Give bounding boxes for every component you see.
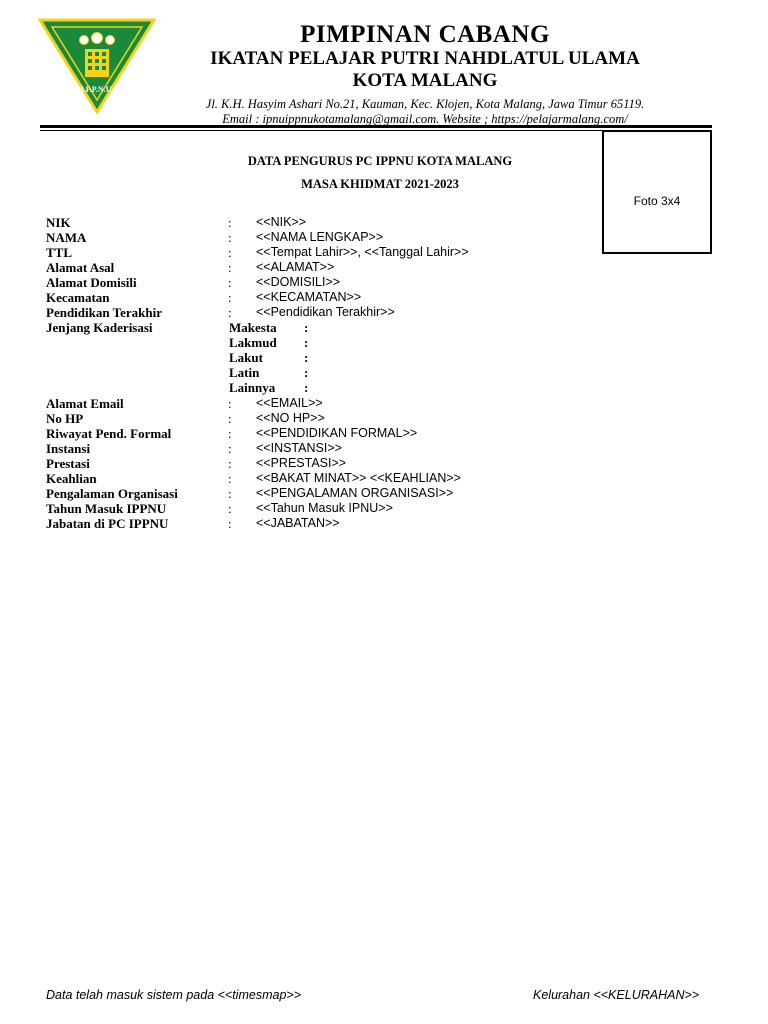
kaderisasi-level-label: Lainnya <box>229 380 276 395</box>
field-label: TTL <box>46 245 73 260</box>
field-label: Prestasi <box>46 456 90 471</box>
kaderisasi-level <box>229 335 309 350</box>
field-colon: : <box>228 471 232 486</box>
field-colon: : <box>228 245 232 260</box>
document-title: DATA PENGURUS PC IPPNU KOTA MALANG <box>247 154 513 168</box>
field-value: <<Tempat Lahir>>, <<Tanggal Lahir>> <box>256 245 469 259</box>
field-label: Instansi <box>46 441 91 456</box>
kaderisasi-level <box>229 365 309 380</box>
field-colon: : <box>228 441 232 456</box>
ippnu-logo <box>38 18 156 114</box>
field-colon: : <box>304 350 309 365</box>
field-label: Alamat Asal <box>46 260 115 275</box>
field-colon: : <box>304 365 309 380</box>
field-colon: : <box>228 516 232 531</box>
field-colon: : <box>304 320 309 335</box>
org-name: IKATAN PELAJAR PUTRI NAHDLATUL ULAMA <box>210 48 640 69</box>
field-value: <<PENGALAMAN ORGANISASI>> <box>256 486 454 500</box>
field-colon: : <box>228 230 232 245</box>
field-value: <<BAKAT MINAT>> <<KEAHLIAN>> <box>256 471 461 485</box>
kaderisasi-level <box>229 320 309 335</box>
kaderisasi-level-label: Lakmud <box>229 335 277 350</box>
field-value: <<ALAMAT>> <box>256 260 335 274</box>
field-value: <<INSTANSI>> <box>256 441 342 455</box>
field-value: <<Pendidikan Terakhir>> <box>256 305 395 319</box>
header-rule-thick <box>40 125 712 128</box>
field-colon: : <box>228 426 232 441</box>
letterhead <box>160 22 690 127</box>
field-value: <<JABATAN>> <box>256 516 340 530</box>
svg-text:I.P.P.N.U.: I.P.P.N.U. <box>80 85 114 94</box>
field-label: Riwayat Pend. Formal <box>46 426 172 441</box>
field-colon: : <box>228 486 232 501</box>
field-colon: : <box>228 215 232 230</box>
field-value: <<NAMA LENGKAP>> <box>256 230 384 244</box>
kaderisasi-level-label: Makesta <box>229 320 277 335</box>
footer-kelurahan: Kelurahan <<KELURAHAN>> <box>533 988 700 1002</box>
field-value: <<PENDIDIKAN FORMAL>> <box>256 426 418 440</box>
field-value: <<EMAIL>> <box>256 396 323 410</box>
photo-label: Foto 3x4 <box>633 194 681 208</box>
field-label: Jabatan di PC IPPNU <box>46 516 169 531</box>
field-label: Keahlian <box>46 471 97 486</box>
field-label: NIK <box>46 215 71 230</box>
kaderisasi-level <box>229 380 309 395</box>
kaderisasi-level <box>229 350 309 365</box>
field-label: Alamat Email <box>46 396 124 411</box>
field-colon: : <box>228 260 232 275</box>
org-city: KOTA MALANG <box>352 70 498 91</box>
field-colon: : <box>304 380 309 395</box>
field-label: Tahun Masuk IPPNU <box>46 501 167 516</box>
field-value: <<Tahun Masuk IPNU>> <box>256 501 393 515</box>
field-label: Jenjang Kaderisasi <box>46 320 153 335</box>
document-period: MASA KHIDMAT 2021-2023 <box>301 177 459 191</box>
field-label: NAMA <box>46 230 87 245</box>
field-label: No HP <box>46 411 84 426</box>
kaderisasi-level-label: Latin <box>229 365 260 380</box>
field-value: <<DOMISILI>> <box>256 275 341 289</box>
org-level: PIMPINAN CABANG <box>300 21 550 48</box>
kaderisasi-level-label: Lakut <box>229 350 263 365</box>
field-colon: : <box>228 275 232 290</box>
org-address: Jl. K.H. Hasyim Ashari No.21, Kauman, Kec. Klojen, Kota Malang, Jawa Timur 65119. <box>205 97 645 111</box>
field-value: <<NO HP>> <box>256 411 325 425</box>
field-label: Pendidikan Terakhir <box>46 305 162 320</box>
footer-timestamp-note: Data telah masuk sistem pada <<timesmap>> <box>46 988 301 1002</box>
field-label: Alamat Domisili <box>46 275 137 290</box>
field-colon: : <box>228 501 232 516</box>
field-colon: : <box>228 290 232 305</box>
field-colon: : <box>228 456 232 471</box>
field-colon: : <box>228 411 232 426</box>
field-colon: : <box>304 335 309 350</box>
field-value: <<NIK>> <box>256 215 307 229</box>
field-label: Kecamatan <box>46 290 110 305</box>
field-value: <<PRESTASI>> <box>256 456 347 470</box>
photo-box <box>602 130 712 254</box>
org-contact: Email : ipnuippnukotamalang@gmail.com. Website ; https://pelajarmalang.com/ <box>222 112 628 126</box>
field-colon: : <box>228 305 232 320</box>
field-colon: : <box>228 396 232 411</box>
field-label: Pengalaman Organisasi <box>46 486 178 501</box>
field-value: <<KECAMATAN>> <box>256 290 362 304</box>
